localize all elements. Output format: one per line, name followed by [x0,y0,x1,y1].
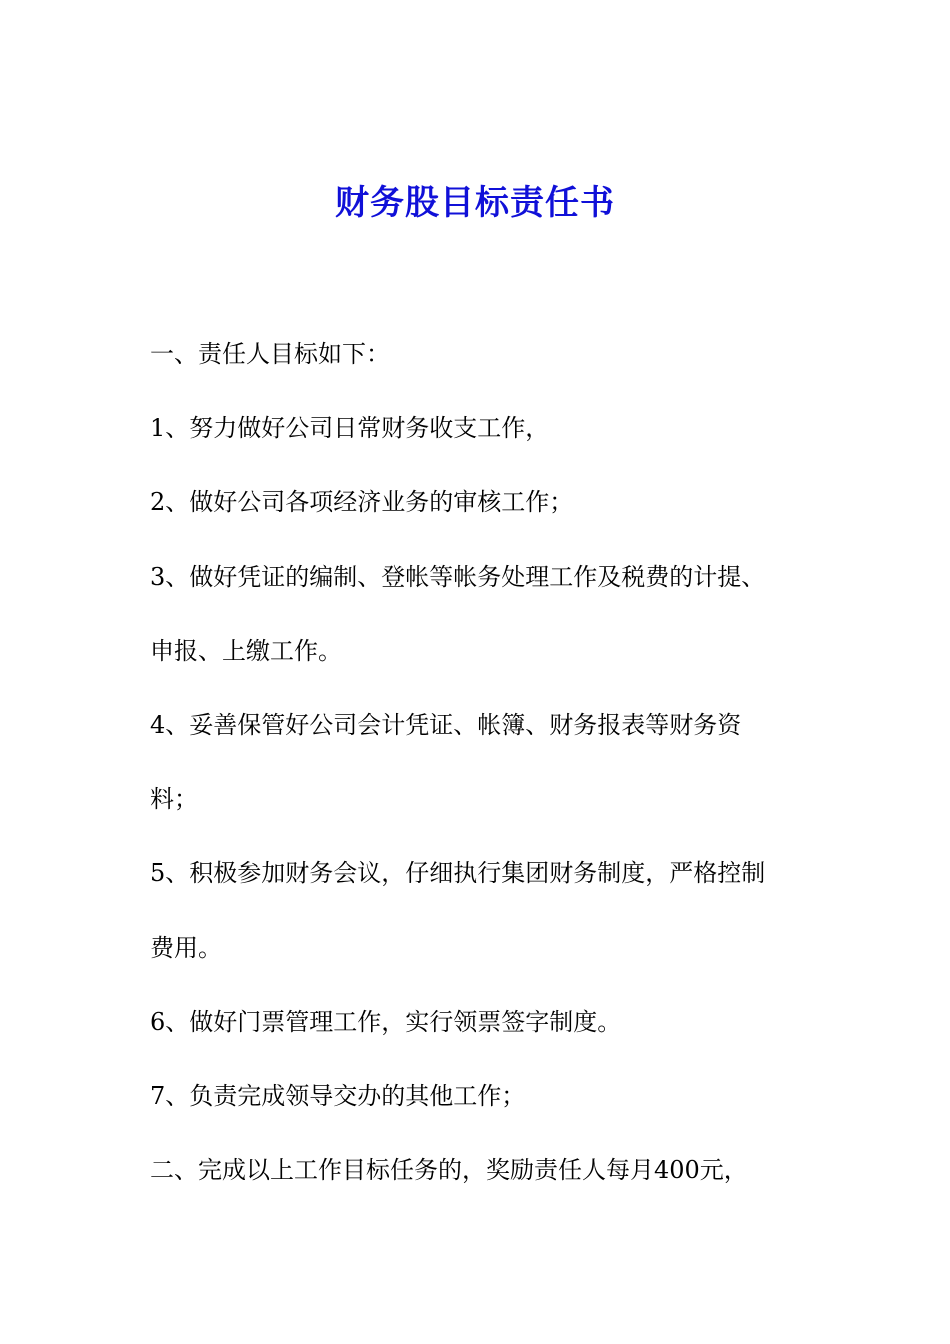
document-title: 财务股目标责任书 [335,183,615,223]
body-line: 6、做好门票管理工作，实行领票签字制度。 [150,1007,622,1036]
body-line: 料； [150,785,198,814]
body-line: 3、做好凭证的编制、登帐等帐务处理工作及税费的计提、 [150,562,766,591]
body-line: 费用。 [150,933,222,962]
body-line: 5、积极参加财务会议，仔细执行集团财务制度，严格控制 [150,859,766,888]
body-line: 2、做好公司各项经济业务的审核工作； [150,488,574,517]
body-line: 4、妥善保管好公司会计凭证、帐簿、财务报表等财务资 [150,710,742,739]
section-heading-1: 一、责任人目标如下： [150,340,390,368]
body-line: 7、负责完成领导交办的其他工作； [150,1081,526,1110]
document-body [150,330,810,1220]
section-heading-2: 二、完成以上工作目标任务的，奖励责任人每月400元， [150,1156,748,1185]
body-line: 申报、上缴工作。 [150,636,342,665]
body-line: 1、努力做好公司日常财务收支工作， [150,414,550,443]
